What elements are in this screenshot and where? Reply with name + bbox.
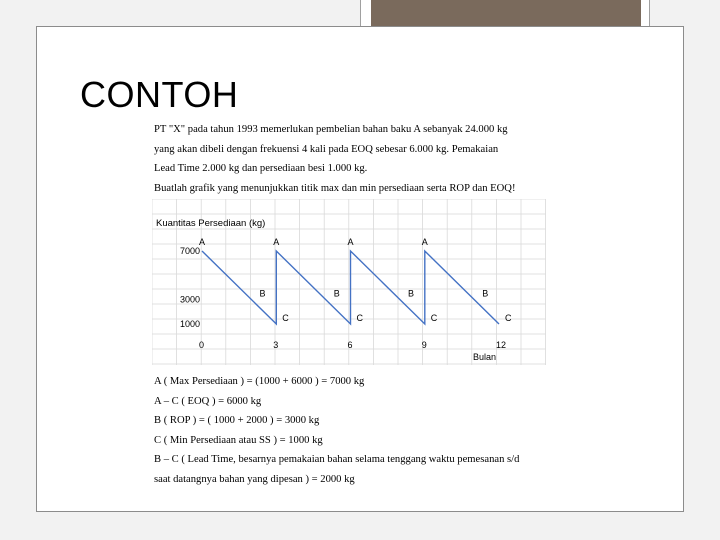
inventory-chart-svg	[152, 199, 546, 365]
point-label: C	[282, 313, 289, 323]
answer-line: saat datangnya bahan yang dipesan ) = 2000 kg	[154, 473, 355, 485]
answer-line: B – C ( Lead Time, besarnya pemakaian bahan selama tenggang waktu pemesanan s/d	[154, 454, 520, 466]
point-label: C	[505, 313, 512, 323]
answer-line: C ( Min Persediaan atau SS ) = 1000 kg	[154, 434, 323, 446]
point-label: B	[333, 288, 340, 299]
answer-line: A – C ( EOQ ) = 6000 kg	[154, 395, 262, 407]
point-label: B	[259, 288, 266, 299]
y-axis-label: Kuantitas Persediaan (kg)	[156, 218, 266, 229]
inventory-chart	[152, 199, 546, 365]
point-label: A	[273, 237, 280, 247]
x-tick-label: 6	[347, 340, 353, 350]
y-tick-label: 3000	[180, 294, 201, 305]
point-label: A	[199, 237, 206, 247]
x-tick-label: 0	[199, 340, 205, 350]
point-label: A	[421, 237, 428, 247]
point-label: B	[482, 288, 489, 299]
x-tick-label: 9	[421, 340, 427, 350]
x-axis-label: Bulan	[473, 352, 497, 362]
problem-line: yang akan dibeli dengan frekuensi 4 kali pada EOQ sebesar 6.000 kg. Pemakaian	[154, 143, 499, 155]
y-tick-label: 7000	[180, 246, 201, 256]
slide-title: CONTOH	[80, 74, 239, 115]
point-label: C	[356, 313, 363, 323]
answer-line: A ( Max Persediaan ) = (1000 + 6000 ) = 7000 kg	[154, 376, 365, 387]
point-label: C	[430, 313, 438, 323]
answer-line: B ( ROP ) = ( 1000 + 2000 ) = 3000 kg	[154, 415, 320, 427]
problem-line: Lead Time 2.000 kg dan persediaan besi 1.000 kg.	[154, 163, 368, 174]
x-tick-label: 3	[273, 340, 279, 350]
answer-list	[154, 372, 574, 490]
point-label: A	[347, 237, 354, 247]
point-label: B	[408, 288, 415, 299]
x-tick-label: 12	[496, 340, 507, 350]
y-tick-label: 1000	[180, 319, 201, 329]
problem-statement	[154, 120, 574, 198]
problem-line: Buatlah grafik yang menunjukkan titik max dan min persediaan serta ROP dan EOQ!	[154, 182, 516, 194]
problem-line: PT "X" pada tahun 1993 memerlukan pembelian bahan baku A sebanyak 24.000 kg	[154, 124, 508, 135]
